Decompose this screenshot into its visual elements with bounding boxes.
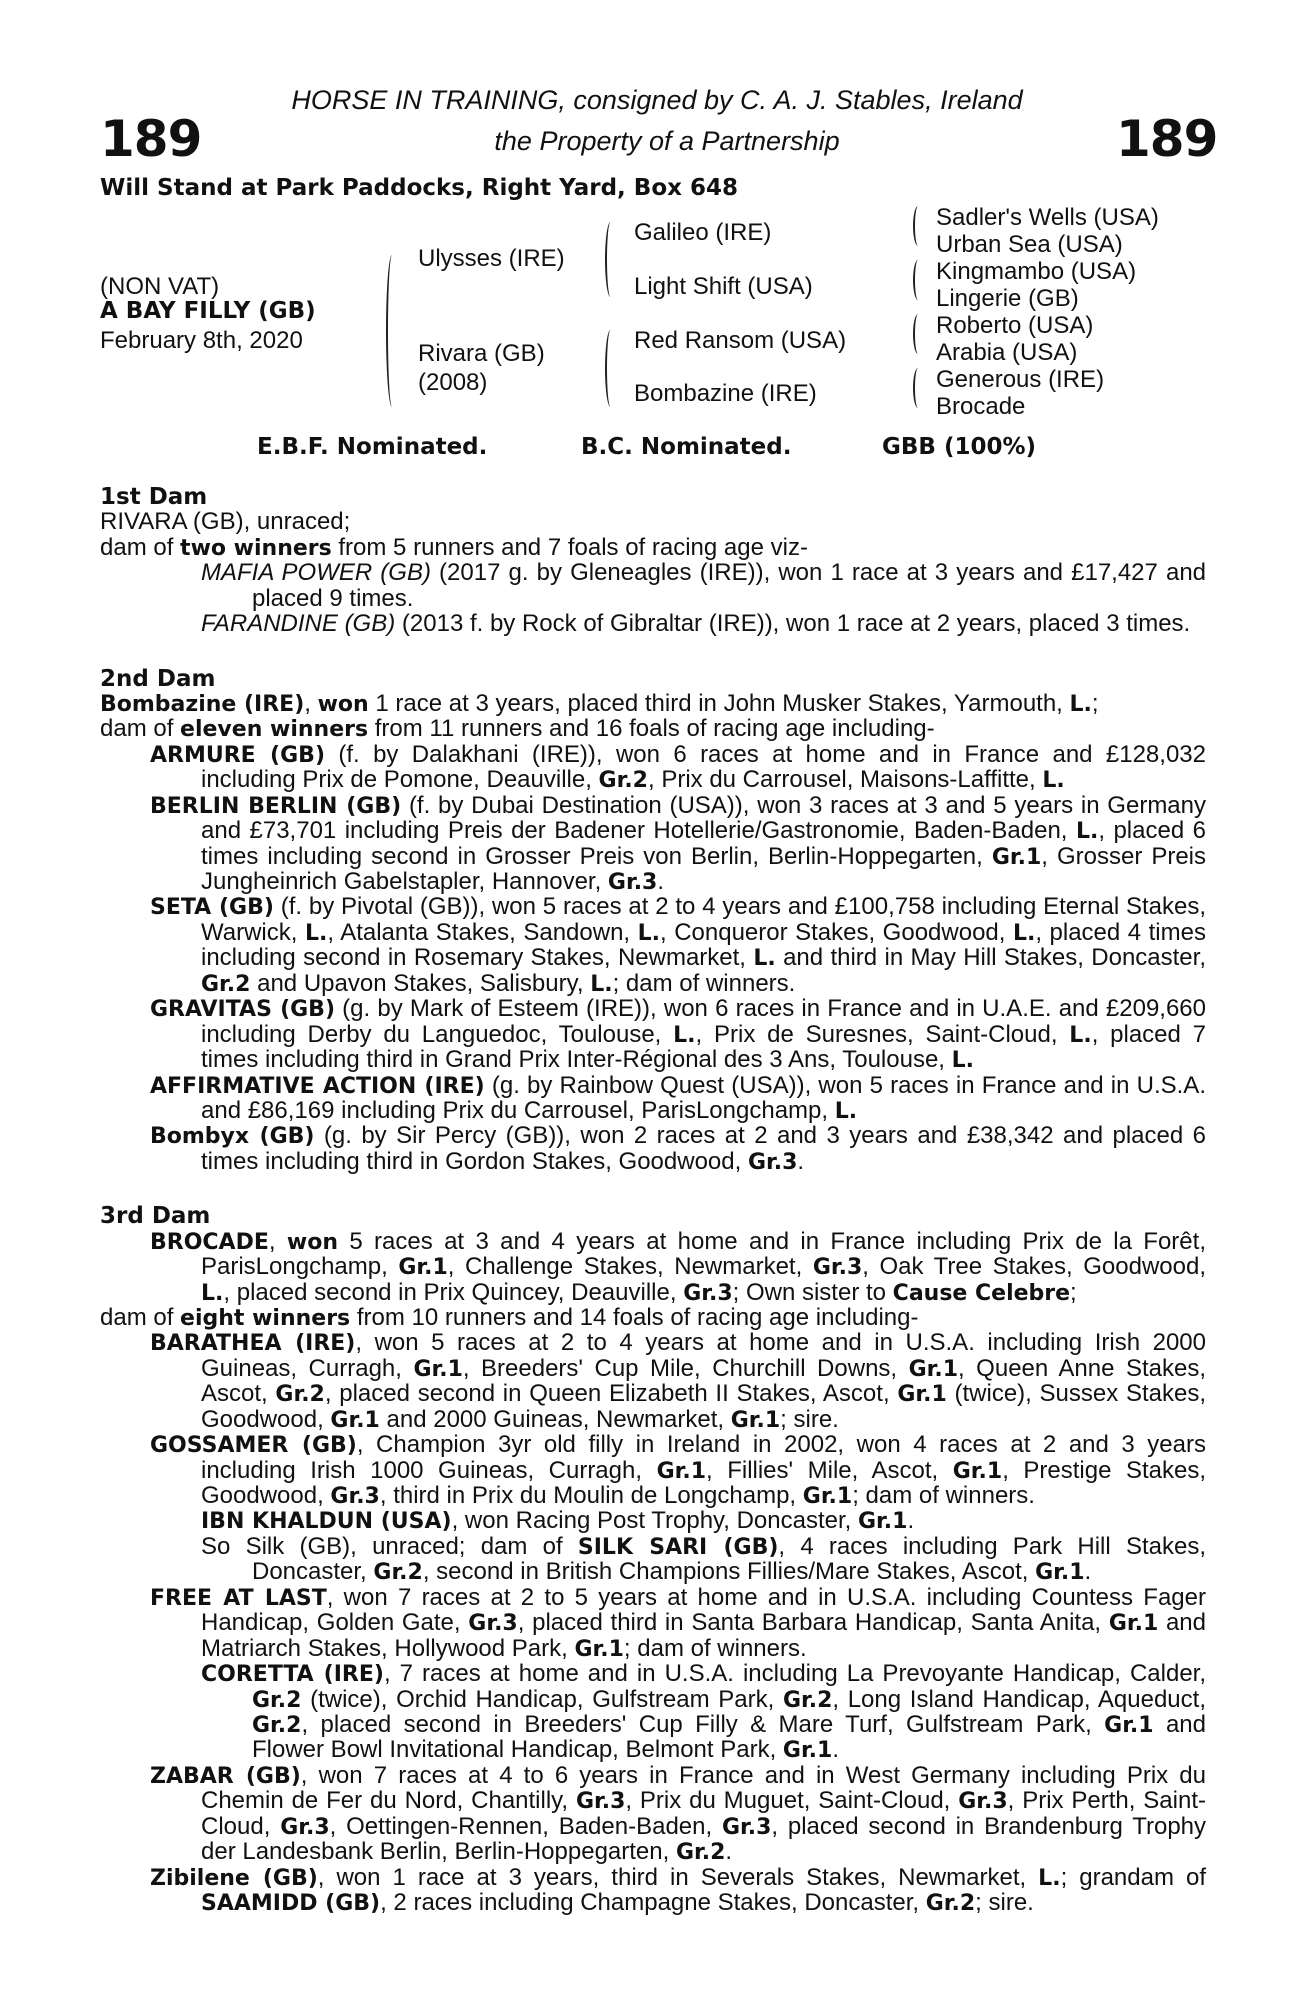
bold-text: L. (1075, 819, 1099, 845)
bold-text: eight winners (180, 1305, 351, 1331)
family-entry (100, 996, 1206, 1072)
entry-text: , 4 races including Park Hill Stakes, Doncaster, (252, 1532, 1206, 1586)
bold-text: Gr.2 (275, 1382, 325, 1408)
bold-text: L. (637, 920, 661, 946)
bold-text: SAAMIDD (GB) (201, 1891, 381, 1916)
bold-text: L. (1069, 1022, 1092, 1048)
entry-text: (g. by Mark of Esteem (IRE)), won 6 races in France and in U.A.E. and £209,660 including Derby du Languedoc, Toulouse, (201, 995, 1207, 1048)
entry-text: ; (1091, 689, 1099, 717)
bold-text: Gr.2 (252, 1712, 302, 1738)
ggp-1: Sadler's Wells (USA) (936, 204, 1159, 231)
entry-text: , placed 7 times including third in Grand Prix Inter-Régional des 3 Ans, Toulouse, (201, 1020, 1206, 1074)
entry-text: (f. by Dalakhani (IRE)), won 6 races at home and in France and £128,032 including Prix de Pomone, Deauville, (201, 740, 1206, 794)
family-entry (100, 691, 1206, 716)
family-entry (100, 1229, 1206, 1305)
family-entry (100, 1305, 1206, 1330)
foaling-date: February 8th, 2020 (100, 327, 303, 354)
dam-dam: Bombazine (IRE) (634, 380, 817, 407)
dam: Rivara (GB) (418, 340, 545, 367)
bold-text: BERLIN BERLIN (GB) (150, 793, 402, 819)
bold-text: L. (753, 946, 776, 972)
bold-text: Gr.3 (721, 1814, 772, 1840)
brace-g34 (913, 260, 923, 300)
family-entry (100, 1763, 1206, 1865)
bold-text: Gr.1 (1104, 1712, 1154, 1738)
bold-text: Gr.1 (413, 1356, 463, 1382)
ggp-4: Lingerie (GB) (936, 285, 1079, 312)
bold-text: BROCADE (150, 1229, 269, 1255)
entry-text: (g. by Rainbow Quest (USA)), won 5 races in France and in U.S.A. and £86,169 including Prix du Carrousel, ParisLongchamp, (201, 1071, 1206, 1124)
bold-text: BARATHEA (IRE) (150, 1331, 356, 1357)
consigned-line: HORSE IN TRAINING, consigned by C. A. J. Stables, Ireland (291, 85, 1023, 115)
entry-text: RIVARA (GB), unraced; (100, 508, 351, 536)
lot-number-right: 189 (1116, 110, 1218, 168)
dam-parents-brace (605, 330, 616, 407)
section-heading: 2nd Dam (100, 665, 216, 692)
dam-section (100, 485, 1206, 637)
entry-text: . (725, 1838, 733, 1866)
family-entry (100, 611, 1206, 636)
entry-text: dam of (100, 715, 181, 743)
bold-text: L. (1069, 691, 1092, 717)
entry-text: , third in Prix du Moulin de Longchamp, (379, 1482, 803, 1509)
bold-text: IBN KHALDUN (USA) (201, 1509, 452, 1535)
bold-text: L. (201, 1280, 224, 1306)
entry-text: , Oak Tree Stakes, Goodwood, (862, 1253, 1206, 1281)
entry-text: , Prix du Muguet, Saint-Cloud, (625, 1787, 959, 1815)
bold-text: Gr.1 (858, 1509, 908, 1535)
entry-text: , Prix Perth, Saint-Cloud, (201, 1787, 1206, 1840)
dam-sire: Red Ransom (USA) (634, 327, 847, 354)
bold-text: Gr.3 (330, 1484, 380, 1509)
italic-text: FARANDINE (GB) (201, 610, 396, 638)
entry-text: , placed second in Breeders' Cup Filly & Mare Turf, Gulfstream Park, (301, 1710, 1105, 1738)
horse-name: A BAY FILLY (GB) (100, 298, 316, 324)
family-entry (100, 535, 1206, 560)
entry-text: . (832, 1736, 840, 1764)
entry-text: , placed third in Santa Barbara Handicap, Santa Anita, (517, 1609, 1109, 1637)
entry-text: and third in May Hill Stakes, Doncaster, (775, 944, 1206, 972)
property-line: the Property of a Partnership (494, 126, 840, 156)
family-entry (100, 793, 1206, 895)
entry-text: , Prix du Carrousel, Maisons-Laffitte, (647, 766, 1043, 794)
bold-text: GOSSAMER (GB) (150, 1433, 357, 1459)
entry-text: , won Racing Post Trophy, Doncaster, (451, 1507, 858, 1535)
entry-text: , Long Island Handicap, Aqueduct, (832, 1685, 1206, 1713)
family-entry (100, 742, 1206, 793)
bold-text: Gr.2 (598, 768, 648, 794)
family-entry (100, 1432, 1206, 1508)
family-entry (100, 1534, 1206, 1585)
bold-text: L. (590, 971, 613, 997)
italic-text: MAFIA POWER (GB) (201, 559, 431, 587)
bold-text: Gr.1 (330, 1407, 380, 1433)
bold-text: Gr.3 (468, 1611, 518, 1637)
bold-text: ZABAR (GB) (150, 1763, 301, 1789)
family-notes (100, 485, 1206, 1915)
bold-text: Bombazine (IRE) (100, 691, 305, 717)
entry-text: 5 races at 3 and 4 years at home and in France including Prix de la Forêt, ParisLongchamp, (201, 1227, 1206, 1281)
family-entry (100, 1661, 1206, 1763)
entry-text: , Champion 3yr old filly in Ireland in 2002, won 4 races at 2 and 3 years including Irish 1000 Guineas, Curragh, (201, 1431, 1206, 1484)
bold-text: SETA (GB) (150, 895, 274, 921)
entry-text: . (907, 1507, 915, 1535)
entry-text: , won 5 races at 2 to 4 years at home and in U.S.A. including Irish 2000 Guineas, Curragh, (201, 1329, 1207, 1382)
entry-text: (2013 f. by Rock of Gibraltar (IRE)), won 1 race at 2 years, placed 3 times. (395, 610, 1191, 638)
dam-section (100, 1204, 1206, 1915)
vat-status: (NON VAT) (100, 273, 220, 300)
family-entry (100, 1865, 1206, 1916)
entry-text: and 2000 Guineas, Newmarket, (379, 1405, 731, 1433)
bold-text: Gr.2 (252, 1687, 302, 1713)
family-entry (100, 560, 1206, 611)
bold-text: Gr.1 (782, 1738, 833, 1764)
family-entry (100, 894, 1206, 996)
bold-text: Cause Celebre (892, 1280, 1071, 1306)
entry-text: ; dam of winners. (612, 969, 796, 997)
bold-text: Gr.3 (812, 1255, 863, 1281)
bold-text: FREE AT LAST (150, 1585, 327, 1611)
entry-text: (2017 g. by Gleneagles (IRE)), won 1 race at 3 years and £17,427 and placed 9 times. (252, 559, 1207, 612)
bold-text: Zibilene (GB) (150, 1865, 318, 1891)
bold-text: L. (673, 1022, 696, 1048)
entry-text: (twice), Orchid Handicap, Gulfstream Park, (301, 1685, 783, 1713)
entry-text: from 11 runners and 16 foals of racing age including- (368, 715, 935, 743)
bold-text: GRAVITAS (GB) (150, 997, 336, 1023)
entry-text: and Flower Bowl Invitational Handicap, Belmont Park, (252, 1710, 1206, 1764)
bold-text: Gr.2 (925, 1891, 976, 1916)
bold-text: Gr.1 (802, 1484, 853, 1509)
family-entry (100, 1585, 1206, 1661)
entry-text: , Atalanta Stakes, Sandown, (327, 918, 638, 946)
family-entry (100, 716, 1206, 741)
bc-nomination: B.C. Nominated. (581, 434, 792, 460)
entry-text: , won 1 race at 3 years, third in Severals Stakes, Newmarket, (317, 1863, 1039, 1891)
ebf-nomination: E.B.F. Nominated. (257, 434, 488, 460)
bold-text: Gr.3 (747, 1149, 798, 1175)
entry-text: . (657, 868, 665, 895)
bold-text: Gr.2 (782, 1687, 833, 1713)
entry-text: dam of (100, 1303, 181, 1331)
entry-text: . (1084, 1558, 1092, 1586)
entry-text: ; dam of winners. (623, 1634, 807, 1662)
entry-text: , placed second in Brandenburg Trophy der Landesbank Berlin, Berlin-Hoppegarten, (201, 1812, 1207, 1866)
entry-text: , Conqueror Stakes, Goodwood, (660, 918, 1013, 946)
stand-location: Will Stand at Park Paddocks, Right Yard, Box 648 (100, 175, 738, 201)
entry-text: (twice), Sussex Stakes, Goodwood, (201, 1380, 1207, 1433)
sire: Ulysses (IRE) (418, 245, 565, 272)
brace-g78 (913, 368, 923, 408)
family-entry (100, 1073, 1206, 1124)
dam-year: (2008) (418, 369, 488, 396)
sire-sire: Galileo (IRE) (634, 219, 772, 246)
bold-text: Gr.3 (575, 1789, 626, 1815)
entry-text: (f. by Dubai Destination (USA)), won 3 races at 3 and 5 years in Germany and £73,701 including Preis der Badener Hotellerie/Gastronomie, Baden-Baden, (201, 791, 1207, 845)
bold-text: Gr.1 (730, 1407, 781, 1433)
entry-text: , Prix de Suresnes, Saint-Cloud, (695, 1020, 1070, 1048)
family-entry (100, 509, 1206, 534)
entry-text: , second in British Champions Fillies/Mare Stakes, Ascot, (422, 1558, 1036, 1586)
entry-text: and Upavon Stakes, Salisbury, (250, 969, 591, 997)
bold-text: Gr.2 (373, 1560, 423, 1586)
entry-text: , placed 6 times including second in Grosser Preis von Berlin, Berlin-Hoppegarten, (201, 817, 1206, 870)
ggp-6: Arabia (USA) (936, 339, 1078, 366)
entry-text: (f. by Pivotal (GB)), won 5 races at 2 to 4 years and £100,758 including Eternal Stakes, Warwick, (201, 893, 1207, 946)
entry-text: and Matriarch Stakes, Hollywood Park, (201, 1609, 1207, 1662)
brace-g56 (913, 314, 923, 354)
bold-text: L. (951, 1048, 975, 1074)
entry-text: , placed second in Prix Quincey, Deauville, (223, 1278, 684, 1306)
entry-text: , Breeders' Cup Mile, Churchill Downs, (462, 1354, 909, 1382)
bold-text: Gr.2 (675, 1840, 726, 1866)
parents-brace (386, 255, 398, 407)
bold-text: L. (1042, 768, 1065, 794)
bold-text: Gr.1 (574, 1636, 624, 1662)
bold-text: won (286, 1229, 338, 1255)
section-heading: 3rd Dam (100, 1203, 211, 1230)
entry-text: ; sire. (780, 1405, 839, 1433)
entry-text: ; (1070, 1278, 1077, 1306)
entry-text: , (268, 1227, 287, 1255)
bold-text: L. (304, 920, 328, 946)
entry-text: , placed second in Queen Elizabeth II Stakes, Ascot, (324, 1380, 898, 1408)
entry-text: So Silk (GB), unraced; dam of (201, 1532, 578, 1560)
bold-text: Gr.1 (1108, 1611, 1159, 1637)
bold-text: Gr.3 (280, 1814, 330, 1840)
entry-text: 1 race at 3 years, placed third in John Musker Stakes, Yarmouth, (368, 689, 1070, 717)
section-heading: 1st Dam (100, 484, 208, 510)
bold-text: Gr.1 (897, 1382, 947, 1408)
entry-text: ; Own sister to (732, 1278, 893, 1306)
entry-text: ; sire. (975, 1889, 1034, 1916)
entry-text: (g. by Sir Percy (GB)), won 2 races at 2 and 3 years and £38,342 and placed 6 times including third in Gordon Stakes, Goodwood, (201, 1122, 1206, 1175)
entry-text: , Queen Anne Stakes, Ascot, (201, 1354, 1206, 1408)
bold-text: Gr.3 (683, 1280, 733, 1306)
family-entry (100, 1123, 1206, 1174)
entry-text: , Prestige Stakes, Goodwood, (201, 1456, 1206, 1509)
bold-text: Gr.1 (1035, 1560, 1085, 1586)
bold-text: L. (834, 1098, 858, 1124)
bold-text: won (317, 691, 369, 717)
brace-g12 (913, 206, 923, 246)
entry-text: , (304, 689, 318, 717)
bold-text: Gr.3 (607, 870, 658, 895)
bold-text: Bombyx (GB) (150, 1124, 315, 1150)
ggp-5: Roberto (USA) (936, 312, 1094, 339)
entry-text: ; grandam of (1060, 1863, 1206, 1891)
gbb-rating: GBB (100%) (882, 434, 1037, 460)
ggp-2: Urban Sea (USA) (936, 231, 1123, 258)
entry-text: , 2 races including Champagne Stakes, Doncaster, (380, 1889, 926, 1916)
bold-text: Gr.3 (958, 1789, 1008, 1815)
bold-text: CORETTA (IRE) (201, 1662, 384, 1688)
bold-text: ARMURE (GB) (150, 742, 325, 768)
ggp-7: Generous (IRE) (936, 366, 1105, 393)
ggp-3: Kingmambo (USA) (936, 258, 1137, 285)
bold-text: Gr.1 (398, 1255, 448, 1281)
bold-text: L. (1012, 920, 1036, 946)
family-entry (100, 1508, 1206, 1533)
entry-text: , Challenge Stakes, Newmarket, (447, 1253, 813, 1281)
entry-text: from 10 runners and 14 foals of racing age including- (350, 1303, 919, 1331)
bold-text: Gr.1 (991, 844, 1042, 870)
entry-text: , Fillies' Mile, Ascot, (706, 1456, 953, 1484)
entry-text: dam of (100, 533, 181, 561)
family-entry (100, 1330, 1206, 1432)
sire-dam: Light Shift (USA) (634, 273, 813, 300)
sire-parents-brace (605, 222, 616, 297)
bold-text: L. (1038, 1865, 1061, 1891)
entry-text: from 5 runners and 7 foals of racing age viz- (331, 533, 808, 561)
bold-text: two winners (180, 535, 332, 561)
entry-text: , Oettingen-Rennen, Baden-Baden, (329, 1812, 722, 1840)
bold-text: Gr.1 (952, 1458, 1003, 1484)
bold-text: Gr.1 (656, 1458, 706, 1484)
entry-text: , placed 4 times including second in Rosemary Stakes, Newmarket, (201, 918, 1206, 972)
lot-number-left: 189 (100, 110, 202, 168)
bold-text: Gr.1 (908, 1356, 959, 1382)
entry-text: ; dam of winners. (852, 1482, 1035, 1509)
entry-text: , 7 races at home and in U.S.A. including La Prevoyante Handicap, Calder, (383, 1660, 1206, 1688)
ggp-8: Brocade (936, 393, 1026, 420)
bold-text: eleven winners (180, 717, 369, 743)
bold-text: SILK SARI (GB) (577, 1534, 779, 1560)
entry-text: , won 7 races at 2 to 5 years at home and in U.S.A. including Countess Fager Handicap, Golden Gate, (201, 1583, 1206, 1637)
dam-section (100, 667, 1206, 1175)
entry-text: , Grosser Preis Jungheinrich Gabelstapler, Hannover, (201, 842, 1207, 895)
bold-text: Gr.2 (201, 971, 251, 997)
entry-text: , won 7 races at 4 to 6 years in France and in West Germany including Prix du Chemin de Fer du Nord, Chantilly, (201, 1761, 1206, 1815)
entry-text: . (797, 1147, 805, 1175)
bold-text: AFFIRMATIVE ACTION (IRE) (150, 1073, 485, 1099)
